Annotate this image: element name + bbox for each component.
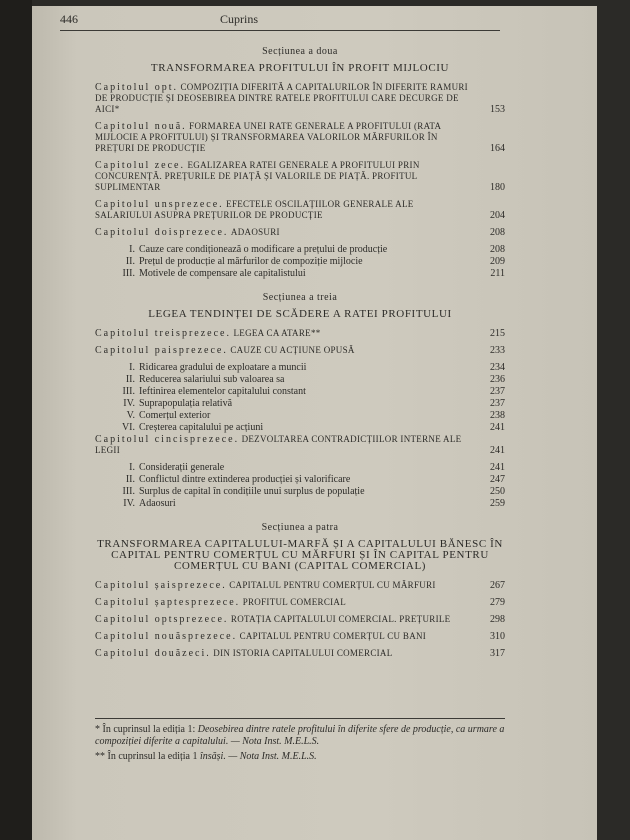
- section3-subentries-a: [95, 362, 505, 433]
- toc-subentry: [95, 374, 505, 385]
- page-ref: 180: [490, 182, 505, 193]
- subentry-title: Ieftinirea elementelor capitalului constant: [139, 386, 306, 397]
- toc-subentry: [95, 410, 505, 421]
- roman-numeral: I.: [129, 244, 135, 255]
- section4-entries: [95, 580, 505, 659]
- footnote: [95, 751, 505, 763]
- roman-numeral: IV.: [123, 398, 135, 409]
- toc-entry: [95, 328, 505, 339]
- toc-entry: [95, 434, 505, 456]
- subentry-title: Suprapopulația relativă: [139, 398, 233, 409]
- chapter-label: Capitolul paisprezece.: [95, 345, 228, 356]
- toc-entry: [95, 597, 505, 608]
- chapter-title: PROFITUL COMERCIAL: [242, 597, 347, 607]
- page-ref: 164: [490, 143, 505, 154]
- chapter-title: CAPITALUL PENTRU COMERȚUL CU BANI: [239, 631, 427, 641]
- page-ref: 298: [490, 614, 505, 625]
- section-title: TRANSFORMAREA PROFITULUI ÎN PROFIT MIJLOCIU: [150, 62, 450, 74]
- chapter-title: ADAOSURI: [230, 227, 280, 237]
- chapter-label: Capitolul cincisprezece.: [95, 434, 240, 445]
- toc-subentry: [95, 256, 505, 267]
- roman-numeral: I.: [129, 362, 135, 373]
- chapter-label: Capitolul nouă.: [95, 121, 187, 132]
- section3-entries-b: [95, 434, 505, 456]
- page-ref: 204: [490, 210, 505, 221]
- page-ref: 208: [490, 244, 505, 255]
- page-ref: 259: [490, 498, 505, 509]
- subentry-title: Conflictul dintre extinderea producției și valorificare: [139, 474, 351, 485]
- toc-entry: [95, 345, 505, 356]
- chapter-title: EFECTELE OSCILAȚIILOR GENERALE ALE SALARIULUI ASUPRA PREȚURILOR DE PRODUCȚIE: [95, 199, 414, 220]
- chapter-label: Capitolul doisprezece.: [95, 227, 229, 238]
- chapter-title: DEZVOLTAREA CONTRADICȚIILOR INTERNE ALE LEGII: [95, 434, 462, 455]
- toc-subentry: [95, 474, 505, 485]
- section-label: Secțiunea a doua: [262, 46, 338, 57]
- subentry-title: Adaosuri: [139, 498, 176, 509]
- subentry-title: Prețul de producție al mărfurilor de compoziție mijlocie: [139, 256, 363, 267]
- page-ref: 250: [490, 486, 505, 497]
- page-ref: 233: [490, 345, 505, 356]
- subentry-title: Reducerea salariului sub valoarea sa: [139, 374, 285, 385]
- footnote: [95, 724, 505, 748]
- footnote-lead: În cuprinsul la ediția 1: [107, 751, 198, 762]
- page-ref: 317: [490, 648, 505, 659]
- subentry-title: Surplus de capital în condițiile unui surplus de populație: [139, 486, 365, 497]
- roman-numeral: II.: [125, 374, 135, 385]
- page-ref: 247: [490, 474, 505, 485]
- page-ref: 237: [490, 398, 505, 409]
- chapter-title: DIN ISTORIA CAPITALULUI COMERCIAL: [213, 648, 393, 658]
- subentry-title: Motivele de compensare ale capitalistului: [139, 268, 306, 279]
- toc-entry: [95, 199, 505, 221]
- page-number: 446: [60, 12, 78, 26]
- page-ref: 209: [490, 256, 505, 267]
- page-ref: 236: [490, 374, 505, 385]
- running-title: Cuprins: [220, 12, 259, 26]
- toc-subentry: [95, 462, 505, 473]
- chapter-label: Capitolul șaisprezece.: [95, 580, 227, 591]
- footnote-lead: În cuprinsul la ediția 1:: [102, 724, 196, 735]
- page-ref: 279: [490, 597, 505, 608]
- toc-entry: [95, 631, 505, 642]
- page-ref: 310: [490, 631, 505, 642]
- toc-subentry: [95, 268, 505, 279]
- roman-numeral: IV.: [123, 498, 135, 509]
- toc-entry: [95, 121, 505, 154]
- table-of-contents: [95, 40, 505, 665]
- toc-subentry: [95, 498, 505, 509]
- page-gutter-shadow: [0, 0, 32, 840]
- section-label: Secțiunea a patra: [261, 522, 339, 533]
- chapter-label: Capitolul șaptesprezece.: [95, 597, 241, 608]
- chapter-label: Capitolul optsprezece.: [95, 614, 229, 625]
- roman-numeral: VI.: [121, 422, 135, 433]
- footnote-mark: **: [95, 751, 105, 762]
- chapter-label: Capitolul nouăsprezece.: [95, 631, 238, 642]
- roman-numeral: III.: [122, 486, 135, 497]
- chapter-label: Capitolul opt.: [95, 82, 178, 93]
- section-label: Secțiunea a treia: [262, 292, 338, 303]
- roman-numeral: V.: [126, 410, 135, 421]
- page-ref: 238: [490, 410, 505, 421]
- footnote-text: însăși. — Nota Inst. M.E.L.S.: [199, 751, 317, 762]
- chapter-label: Capitolul treisprezece.: [95, 328, 231, 339]
- running-header: [60, 10, 500, 28]
- chapter-title: FORMAREA UNEI RATE GENERALE A PROFITULUI (RATA MIJLOCIE A PROFITULUI) ȘI TRANSFORMAREA VALORILOR MĂRFURILOR ÎN PREȚURI DE PRODUCȚIE: [95, 121, 441, 153]
- footnote-text: Deosebirea dintre ratele profitului în diferite sfere de producție, ca urmare a compoziției diferite a capitalului. — Nota Inst. M.E.L.S.: [95, 724, 505, 747]
- page-ref: 153: [490, 104, 505, 115]
- page-ref: 234: [490, 362, 505, 373]
- page-ref: 267: [490, 580, 505, 591]
- roman-numeral: III.: [122, 268, 135, 279]
- chapter-title: CAUZE CU ACȚIUNE OPUSĂ: [230, 345, 355, 355]
- page-ref: 241: [490, 422, 505, 433]
- page-ref: 237: [490, 386, 505, 397]
- section-title: LEGEA TENDINȚEI DE SCĂDERE A RATEI PROFITULUI: [148, 308, 452, 320]
- footnotes: [95, 724, 505, 766]
- toc-subentry: [95, 362, 505, 373]
- toc-entry: [95, 614, 505, 625]
- roman-numeral: II.: [125, 474, 135, 485]
- chapter-title: EGALIZAREA RATEI GENERALE A PROFITULUI PRIN CONCURENȚĂ. PREȚURILE DE PIAȚĂ ȘI VALORILE DE PIAȚĂ. PROFITUL SUPLIMENTAR: [95, 160, 420, 192]
- page-ref: 215: [490, 328, 505, 339]
- toc-subentry: [95, 422, 505, 433]
- chapter-title: COMPOZIȚIA DIFERITĂ A CAPITALURILOR ÎN DIFERITE RAMURI DE PRODUCȚIE ȘI DEOSEBIREA DINTRE RATELE PROFITULUI CARE DECURGE DE AICI*: [95, 82, 468, 114]
- toc-entry: [95, 227, 505, 238]
- header-rule: [60, 30, 500, 31]
- toc-entry: [95, 82, 505, 115]
- subentry-title: Creșterea capitalului pe acțiuni: [139, 422, 264, 433]
- subentry-title: Cauze care condiționează o modificare a prețului de producție: [139, 244, 388, 255]
- page-ref: 208: [490, 227, 505, 238]
- section2-entries: [95, 82, 505, 238]
- page-ref: 241: [490, 462, 505, 473]
- roman-numeral: II.: [125, 256, 135, 267]
- subentry-title: Considerații generale: [139, 462, 225, 473]
- chapter-label: Capitolul zece.: [95, 160, 185, 171]
- footnote-rule: [95, 718, 505, 719]
- chapter-title: CAPITALUL PENTRU COMERȚUL CU MĂRFURI: [229, 580, 436, 590]
- roman-numeral: III.: [122, 386, 135, 397]
- subentry-title: Ridicarea gradului de exploatare a muncii: [139, 362, 307, 373]
- toc-entry: [95, 580, 505, 591]
- chapter-label: Capitolul douăzeci.: [95, 648, 211, 659]
- toc-subentry: [95, 386, 505, 397]
- chapter-label: Capitolul unsprezece.: [95, 199, 224, 210]
- toc-entry: [95, 160, 505, 193]
- chapter-title: ROTAȚIA CAPITALULUI COMERCIAL. PREȚURILE: [230, 614, 451, 624]
- section-title: TRANSFORMAREA CAPITALULUI-MARFĂ ȘI A CAPITALULUI BĂNESC ÎN CAPITAL PENTRU COMERȚUL CU MĂRFURI ȘI ÎN CAPITAL PENTRU COMERȚUL CU BANI (CAPITAL COMERCIAL): [97, 538, 503, 572]
- page-ref: 241: [490, 445, 505, 456]
- toc-subentry: [95, 398, 505, 409]
- chapter-title: LEGEA CA ATARE**: [233, 328, 321, 338]
- page-ref: 211: [490, 268, 505, 279]
- toc-subentry: [95, 244, 505, 255]
- section3-subentries-b: [95, 462, 505, 509]
- section2-subentries: [95, 244, 505, 279]
- toc-entry: [95, 648, 505, 659]
- roman-numeral: I.: [129, 462, 135, 473]
- toc-subentry: [95, 486, 505, 497]
- section3-entries-a: [95, 328, 505, 356]
- subentry-title: Comerțul exterior: [139, 410, 211, 421]
- footnote-mark: *: [95, 724, 100, 735]
